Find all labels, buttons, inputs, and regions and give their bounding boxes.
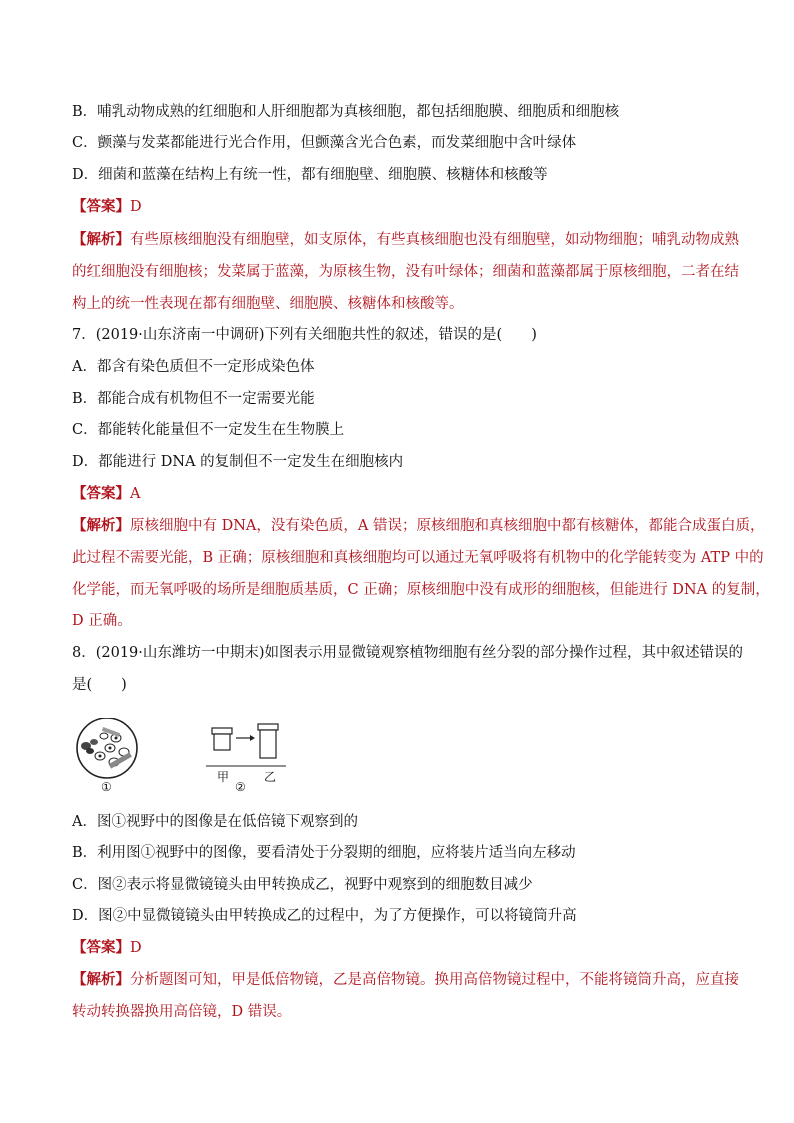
- option-b-q7: B．都能合成有机物但不一定需要光能: [72, 391, 315, 407]
- option-c-q7: C．都能转化能量但不一定发生在生物膜上: [72, 422, 345, 438]
- explanation-label: 【解析】: [72, 231, 130, 248]
- option-c-q8: C．图②表示将显微镜镜头由甲转换成乙，视野中观察到的细胞数目减少: [72, 877, 533, 893]
- explanation-q6-line2: 的红细胞没有细胞核；发菜属于蓝藻，为原核生物，没有叶绿体；细菌和蓝藻都属于原核细胞，二者在结: [72, 264, 739, 280]
- question-8-line1: 8．(2019·山东潍坊一中期末)如图表示用显微镜观察植物细胞有丝分裂的部分操作过程，其中叙述错误的: [72, 645, 744, 661]
- option-d-q7: D．都能进行 DNA 的复制但不一定发生在细胞核内: [72, 454, 404, 470]
- objective-jia-top: [212, 728, 232, 734]
- answer-label: 【答案】: [72, 198, 130, 215]
- cell-dark: [90, 739, 98, 745]
- answer-value: D: [130, 940, 142, 956]
- objective-yi: [260, 730, 276, 758]
- explanation-label: 【解析】: [72, 971, 130, 988]
- explanation-q7-line4: D 正确。: [72, 613, 132, 629]
- explanation-label: 【解析】: [72, 517, 130, 534]
- option-b-q8: B．利用图①视野中的图像，要看清处于分裂期的细胞，应将装片适当向左移动: [72, 845, 576, 861]
- objective-jia: [214, 734, 230, 750]
- explanation-text: 有些原核细胞没有细胞壁，如支原体，有些真核细胞也没有细胞壁，如动物细胞；哺乳动物成熟: [130, 232, 739, 248]
- option-d-q8: D．图②中显微镜镜头由甲转换成乙的过程中，为了方便操作，可以将镜筒升高: [72, 908, 577, 924]
- answer-label: 【答案】: [72, 485, 130, 502]
- answer-label: 【答案】: [72, 939, 130, 956]
- objective-yi-top: [258, 724, 278, 730]
- arrow-head: [250, 735, 255, 741]
- label-jia: 甲: [217, 770, 230, 784]
- explanation-q8-line2: 转动转换器换用高倍镜，D 错误。: [72, 1004, 292, 1020]
- cell: [100, 733, 108, 739]
- question-7: 7．(2019·山东济南一中调研)下列有关细胞共性的叙述，错误的是( ): [72, 327, 537, 343]
- explanation-q6-line1: [72, 230, 739, 250]
- answer-value: A: [130, 486, 141, 502]
- answer-q8: [72, 938, 732, 958]
- question-8-line2: 是( ): [72, 677, 127, 693]
- microscope-figure: [72, 718, 312, 798]
- explanation-q7-line1: [72, 516, 765, 536]
- option-d-q6: D．细菌和蓝藻在结构上有统一性，都有细胞壁、细胞膜、核糖体和核酸等: [72, 167, 548, 183]
- label-yi: 乙: [264, 770, 277, 784]
- explanation-q7-line2: 此过程不需要光能，B 正确；原核细胞和真核细胞均可以通过无氧呼吸将有机物中的化学能转变为 ATP 中的: [72, 550, 764, 566]
- figure-label-1: ①: [101, 780, 112, 794]
- cell-dark: [86, 748, 94, 754]
- figure-label-2: ②: [235, 780, 246, 794]
- answer-q6: [72, 197, 732, 217]
- explanation-text: 分析题图可知，甲是低倍物镜，乙是高倍物镜。换用高倍物镜过程中，不能将镜筒升高，应直接: [130, 972, 739, 988]
- option-b-q6: B．哺乳动物成熟的红细胞和人肝细胞都为真核细胞，都包括细胞膜、细胞质和细胞核: [72, 104, 620, 120]
- explanation-text: 原核细胞中有 DNA，没有染色质，A 错误；原核细胞和真核细胞中都有核糖体，都能合成蛋白质，: [130, 518, 765, 534]
- option-c-q6: C．颤藻与发菜都能进行光合作用，但颤藻含光合色素，而发菜细胞中含叶绿体: [72, 135, 577, 151]
- answer-value: D: [130, 199, 142, 215]
- explanation-q6-line3: 构上的统一性表现在都有细胞壁、细胞膜、核糖体和核酸等。: [72, 296, 464, 312]
- explanation-q8-line1: [72, 970, 739, 990]
- explanation-q7-line3: 化学能，而无氧呼吸的场所是细胞质基质，C 正确；原核细胞中没有成形的细胞核，但能进行 DNA 的复制，: [72, 582, 770, 598]
- option-a-q7: A．都含有染色质但不一定形成染色体: [72, 359, 315, 375]
- answer-q7: [72, 484, 732, 504]
- option-a-q8: A．图①视野中的图像是在低倍镜下观察到的: [72, 814, 358, 830]
